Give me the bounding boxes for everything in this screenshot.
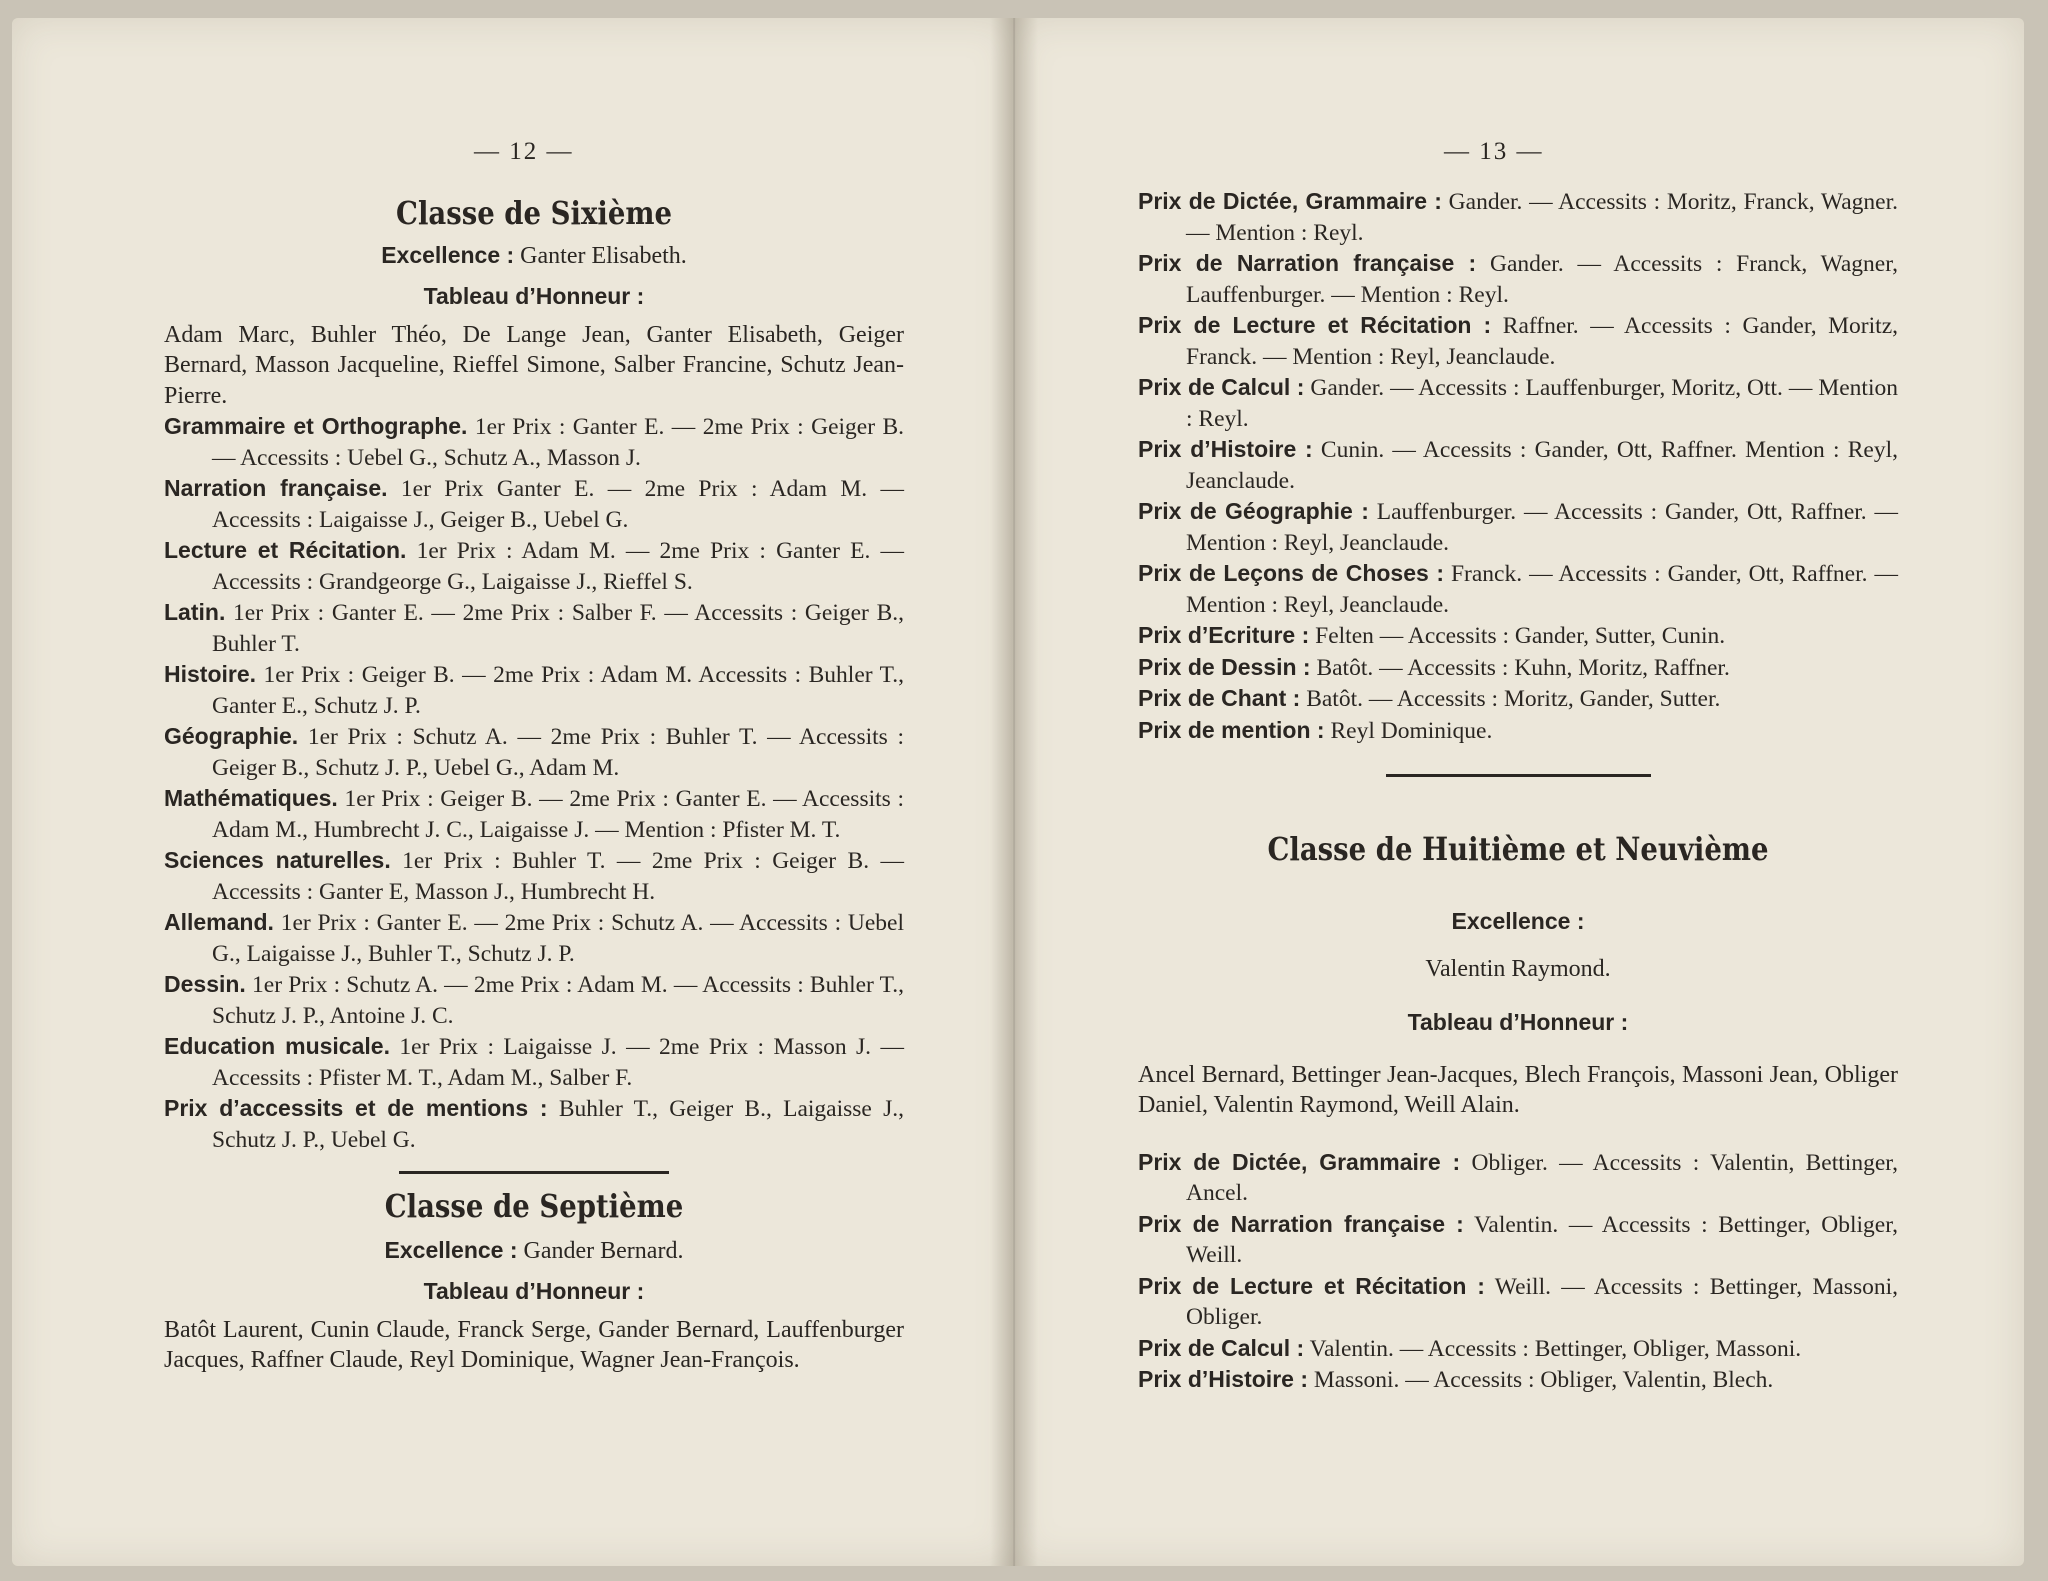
book-gutter	[990, 18, 1038, 1566]
prize-entry	[164, 597, 904, 659]
prize-text: Franck. — Accessits : Gander, Ott, Raffner. — Mention : Reyl, Jeanclaude.	[1186, 561, 1898, 618]
prize-entry	[164, 969, 904, 1031]
prize-entry	[1138, 558, 1898, 620]
prize-text: 1er Prix : Ganter E. — 2me Prix : Geiger B. — Accessits : Uebel G., Schutz A., Masson J.	[212, 414, 905, 471]
prize-entry	[1138, 248, 1898, 310]
prize-text: Valentin. — Accessits : Bettinger, Obliger, Massoni.	[1309, 1335, 1802, 1362]
prize-label: Prix de Narration française :	[1138, 250, 1477, 276]
prize-text: 1er Prix : Adam M. — 2me Prix : Ganter E. — Accessits : Grandgeorge G., Laigaisse J., Rieffel S.	[212, 538, 905, 595]
prize-entry	[1138, 683, 1898, 715]
prize-text: Lauffenburger. — Accessits : Gander, Ott, Raffner. — Mention : Reyl, Jeanclaude.	[1186, 499, 1899, 556]
left-page	[12, 18, 1014, 1566]
prize-text: Buhler T., Geiger B., Laigaisse J., Schutz J. P., Uebel G.	[212, 1096, 904, 1153]
prize-label: Prix de Dictée, Grammaire :	[1138, 188, 1442, 214]
prize-label: Narration française.	[164, 475, 388, 502]
prize-text: Batôt. — Accessits : Moritz, Gander, Sutter.	[1306, 686, 1721, 712]
prize-entry	[1138, 1209, 1898, 1271]
prize-text: Gander. — Accessits : Franck, Wagner, Lauffenburger. — Mention : Reyl.	[1186, 251, 1898, 308]
prize-entry	[164, 473, 904, 535]
tableau-label: Tableau d’Honneur :	[423, 1277, 645, 1304]
left-column	[164, 193, 904, 1376]
prize-label: Prix de Dessin :	[1138, 653, 1311, 680]
page-number: — 12 —	[474, 138, 574, 165]
prize-label: Education musicale.	[164, 1033, 390, 1060]
prize-text: 1er Prix Ganter E. — 2me Prix : Adam M. — Accessits : Laigaisse J., Geiger B., Uebel G.	[212, 476, 905, 533]
prize-entry	[1138, 620, 1898, 652]
prize-label: Prix d’accessits et de mentions :	[164, 1095, 548, 1122]
prize-text: 1er Prix : Ganter E. — 2me Prix : Schutz A. — Accessits : Uebel G., Laigaisse J., Buhler T., Schutz J. P.	[212, 910, 904, 967]
excellence-value: Gander Bernard.	[523, 1237, 684, 1264]
prize-label: Prix de Calcul :	[1138, 1334, 1305, 1361]
prize-entry	[1138, 652, 1898, 684]
right-column	[1138, 186, 1898, 1396]
prize-text: Raffner. — Accessits : Gander, Moritz, Franck. — Mention : Reyl, Jeanclaude.	[1186, 313, 1899, 370]
prize-label: Mathématiques.	[164, 785, 338, 812]
page-number: — 13 —	[1444, 138, 1544, 165]
prize-label: Prix d’Histoire :	[1138, 436, 1313, 462]
prize-text: 1er Prix : Laigaisse J. — 2me Prix : Masson J. — Accessits : Pfister M. T., Adam M., Salber F.	[212, 1034, 904, 1091]
right-page	[1014, 18, 2024, 1566]
prize-entry	[164, 535, 904, 597]
prize-label: Prix de Leçons de Choses :	[1138, 560, 1444, 586]
section-title-septieme: Classe de Septième	[384, 1187, 684, 1226]
prize-label: Histoire.	[164, 661, 257, 688]
prize-label: Latin.	[164, 599, 226, 626]
section-title-huitieme: Classe de Huitième et Neuvième	[1267, 830, 1769, 868]
prize-entry	[164, 783, 904, 845]
section-title-sixieme: Classe de Sixième	[396, 194, 672, 232]
prize-label: Prix de Géographie :	[1138, 498, 1369, 524]
prize-entry	[1138, 1147, 1898, 1209]
prize-label: Prix d’Ecriture :	[1138, 622, 1310, 648]
tableau-names: Adam Marc, Buhler Théo, De Lange Jean, Ganter Elisabeth, Geiger Bernard, Masson Jacqueline, Rieffel Simone, Salber Francine, Schutz Jean-Pierre.	[164, 321, 904, 409]
prize-entry	[164, 721, 904, 783]
prize-text: Gander. — Accessits : Moritz, Franck, Wagner. — Mention : Reyl.	[1186, 189, 1898, 246]
prize-text: Obliger. — Accessits : Valentin, Bettinger, Ancel.	[1186, 1149, 1899, 1207]
prize-entry	[164, 845, 904, 907]
section-divider	[1386, 774, 1651, 777]
prize-text: Valentin. — Accessits : Bettinger, Obliger, Weill.	[1186, 1211, 1898, 1269]
prize-entry	[1138, 1364, 1898, 1396]
prize-entry	[164, 907, 904, 969]
prize-label: Prix de mention :	[1138, 716, 1325, 743]
prize-label: Allemand.	[164, 909, 274, 936]
prize-text: 1er Prix : Ganter E. — 2me Prix : Salber F. — Accessits : Geiger B., Buhler T.	[212, 600, 904, 657]
prize-label: Grammaire et Orthographe.	[164, 413, 468, 440]
prize-label: Dessin.	[164, 971, 246, 998]
excellence-line	[164, 1236, 904, 1267]
tableau-label: Tableau d’Honneur :	[1407, 1008, 1629, 1035]
excellence-value: Ganter Elisabeth.	[520, 242, 687, 269]
excellence-label: Excellence :	[381, 241, 515, 268]
prize-entry	[1138, 1333, 1898, 1365]
prize-entry	[164, 411, 904, 473]
prize-label: Prix de Lecture et Récitation :	[1138, 312, 1492, 338]
excellence-line	[164, 241, 904, 272]
prize-list	[1138, 186, 1898, 746]
excellence-label: Excellence :	[1451, 907, 1585, 934]
prize-text: 1er Prix : Buhler T. — 2me Prix : Geiger B. — Accessits : Ganter E, Masson J., Humbrecht H.	[212, 848, 905, 905]
prize-text: 1er Prix : Geiger B. — 2me Prix : Ganter E. — Accessits : Adam M., Humbrecht J. C., Laigaisse J. — Mention : Pfister M. T.	[212, 786, 905, 843]
prize-text: Weill. — Accessits : Bettinger, Massoni, Obliger.	[1186, 1273, 1898, 1331]
prize-text: Felten — Accessits : Gander, Sutter, Cunin.	[1315, 623, 1726, 649]
prize-list	[164, 411, 904, 1155]
prize-entry	[1138, 715, 1898, 747]
prize-text: Reyl Dominique.	[1330, 717, 1493, 744]
prize-text: 1er Prix : Schutz A. — 2me Prix : Adam M. — Accessits : Buhler T., Schutz J. P., Antoine J. C.	[212, 972, 904, 1029]
prize-text: Cunin. — Accessits : Gander, Ott, Raffner. Mention : Reyl, Jeanclaude.	[1186, 437, 1898, 494]
prize-label: Lecture et Récitation.	[164, 537, 407, 564]
prize-entry	[1138, 186, 1898, 248]
prize-text: Gander. — Accessits : Lauffenburger, Moritz, Ott. — Mention : Reyl.	[1186, 375, 1898, 432]
prize-text: Batôt. — Accessits : Kuhn, Moritz, Raffner.	[1316, 654, 1730, 681]
prize-label: Prix de Narration française :	[1138, 1210, 1464, 1237]
tableau-names: Batôt Laurent, Cunin Claude, Franck Serge, Gander Bernard, Lauffenburger Jacques, Raffner Claude, Reyl Dominique, Wagner Jean-François.	[164, 1316, 904, 1374]
prize-text: 1er Prix : Geiger B. — 2me Prix : Adam M. Accessits : Buhler T., Ganter E., Schutz J. P.	[212, 662, 905, 719]
excellence-value: Valentin Raymond.	[1425, 956, 1611, 983]
section-divider	[399, 1171, 669, 1174]
prize-text: Massoni. — Accessits : Obliger, Valentin, Blech.	[1313, 1367, 1774, 1394]
prize-label: Prix de Chant :	[1138, 685, 1301, 711]
prize-text: 1er Prix : Schutz A. — 2me Prix : Buhler T. — Accessits : Geiger B., Schutz J. P., Uebel G., Adam M.	[212, 724, 904, 781]
excellence-label: Excellence :	[384, 1236, 518, 1263]
tableau-label: Tableau d’Honneur :	[423, 282, 645, 309]
prize-list	[1138, 1147, 1898, 1396]
prize-label: Géographie.	[164, 723, 299, 750]
prize-label: Prix de Dictée, Grammaire :	[1138, 1148, 1461, 1175]
prize-entry	[164, 1093, 904, 1155]
prize-entry	[164, 1031, 904, 1093]
prize-entry	[1138, 1271, 1898, 1333]
tableau-names: Ancel Bernard, Bettinger Jean-Jacques, Blech François, Massoni Jean, Obliger Daniel, Valentin Raymond, Weill Alain.	[1138, 1061, 1898, 1119]
prize-label: Prix d’Histoire :	[1138, 1366, 1308, 1393]
prize-entry	[1138, 496, 1898, 558]
prize-label: Sciences naturelles.	[164, 847, 391, 874]
prize-entry	[1138, 372, 1898, 434]
prize-entry	[164, 659, 904, 721]
prize-entry	[1138, 310, 1898, 372]
prize-label: Prix de Lecture et Récitation :	[1138, 1272, 1485, 1299]
prize-label: Prix de Calcul :	[1138, 374, 1305, 400]
prize-entry	[1138, 434, 1898, 496]
